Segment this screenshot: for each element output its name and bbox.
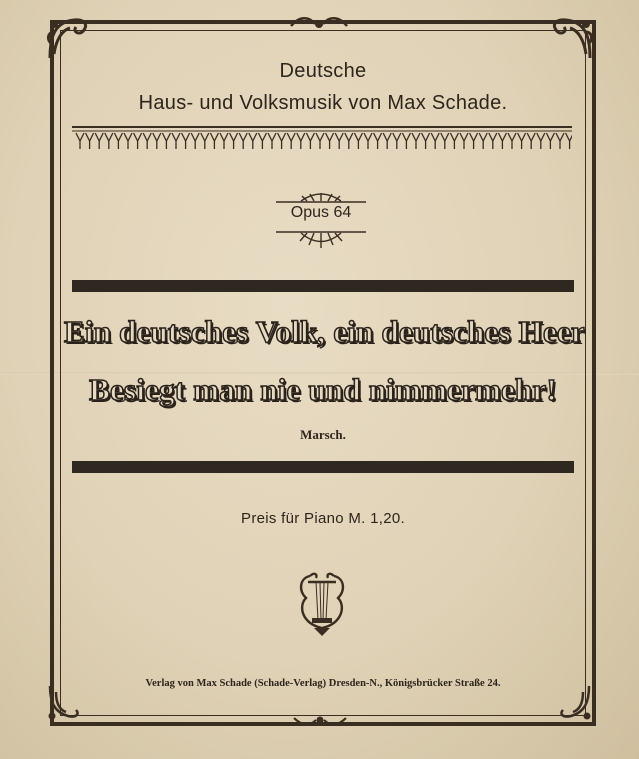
title-bar-bottom xyxy=(72,461,574,473)
corner-flourish-icon xyxy=(44,14,92,62)
corner-flourish-icon xyxy=(548,14,596,62)
top-scroll-ornament xyxy=(287,12,351,34)
opus-number: Opus 64 xyxy=(290,204,352,221)
title-line2: Besiegt man nie und nimmermehr! xyxy=(89,372,557,407)
sunburst-ornament-icon xyxy=(274,190,368,254)
publisher-imprint: Verlag von Max Schade (Schade-Verlag) Dresden-N., Königsbrücker Straße 24. xyxy=(145,678,501,689)
series-title-line1: Deutsche xyxy=(279,60,367,82)
price-line: Preis für Piano M. 1,20. xyxy=(241,510,405,527)
header-rule xyxy=(72,126,572,128)
series-title-line2: Haus- und Volksmusik von Max Schade. xyxy=(138,92,508,114)
genre-label: Marsch. xyxy=(300,427,346,442)
arrow-frieze-ornament xyxy=(72,129,572,151)
title-bar-top xyxy=(72,280,574,292)
lyre-icon xyxy=(292,568,352,638)
title-line1: Ein deutsches Volk, ein deutsches Heer xyxy=(64,314,585,349)
bottom-scroll-ornament xyxy=(290,712,350,730)
